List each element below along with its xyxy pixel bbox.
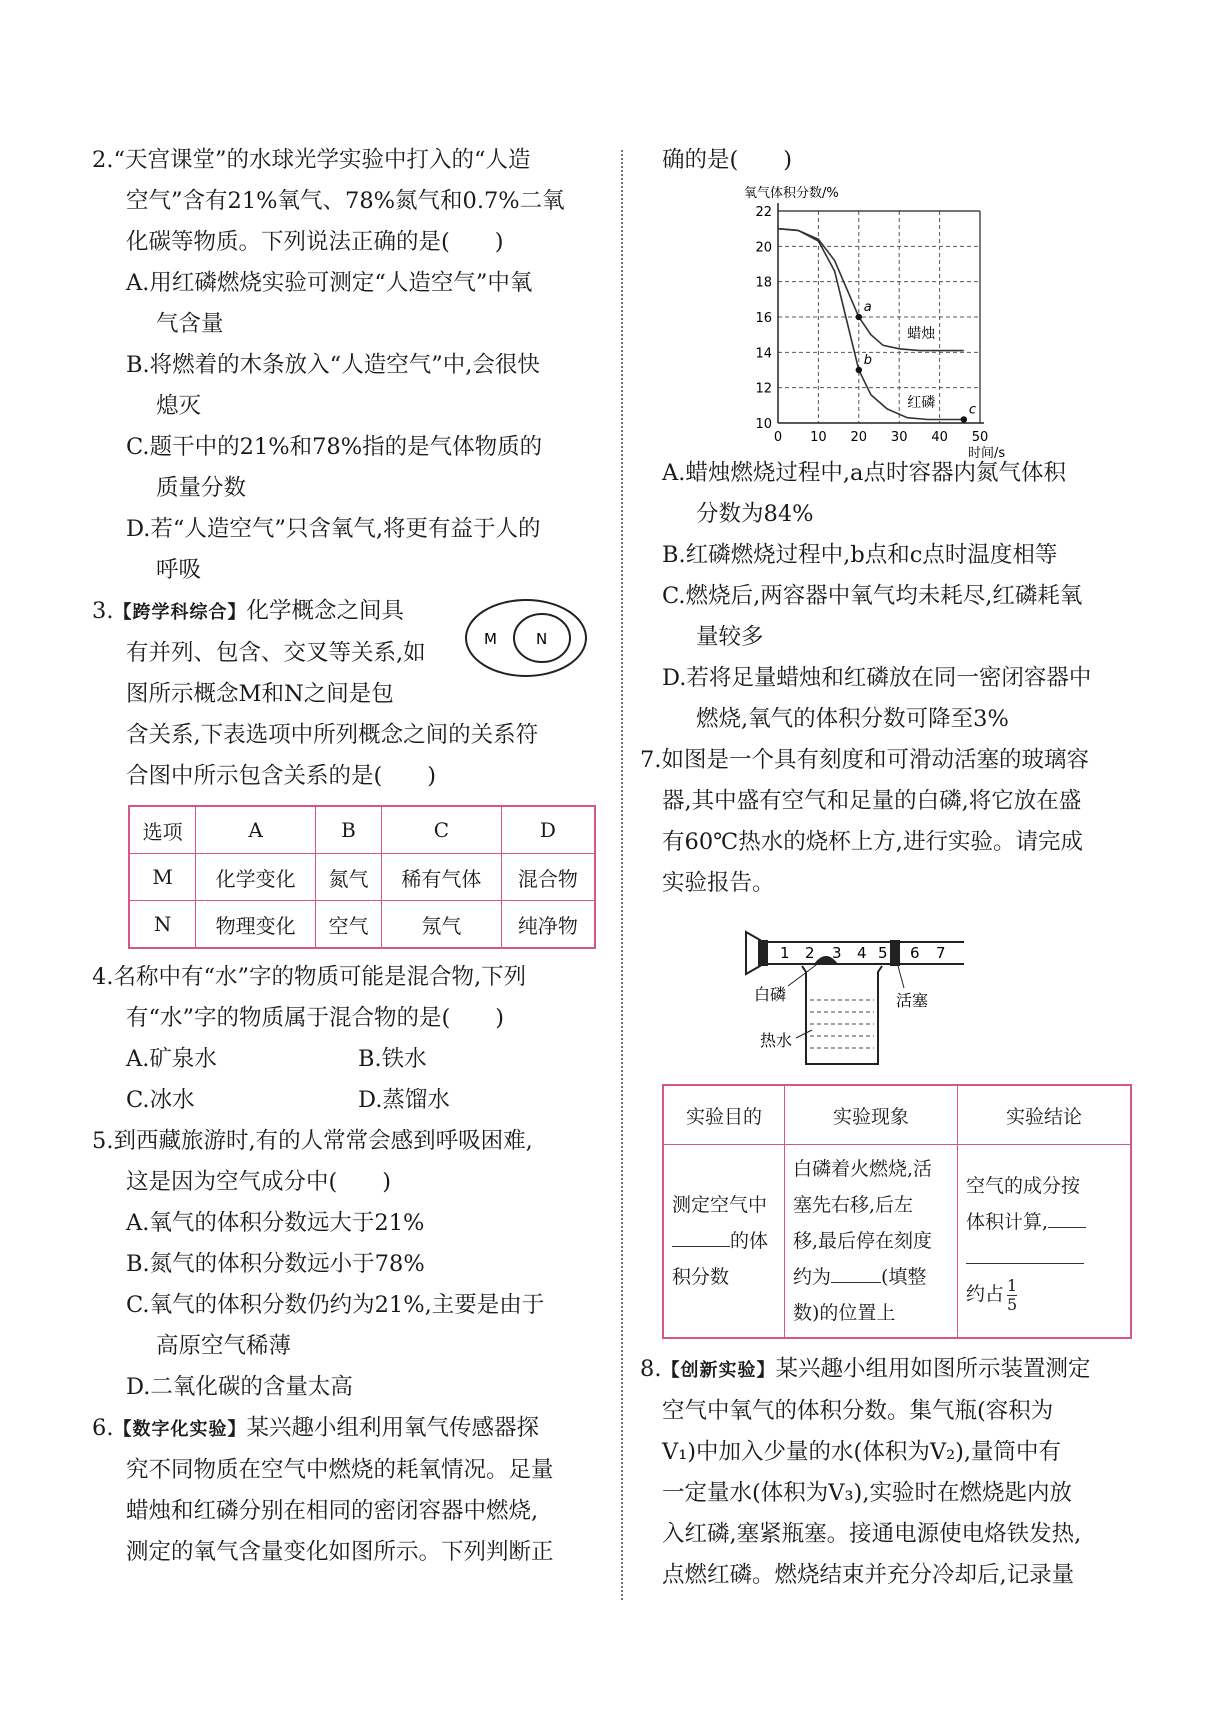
q5-option-b: B.氮气的体积分数远小于78% [126,1251,425,1277]
q3-stem-line: 图所示概念M和N之间是包 [126,681,394,707]
point-label: c [968,402,976,418]
q3-options-table [128,805,596,949]
q8-stem-line: 空气中氧气的体积分数。集气瓶(容积为 [662,1398,1054,1424]
cell-text: 移,最后停在刻度 [793,1230,933,1252]
q2-stem-line: 空气”含有21%氧气、78%氮气和0.7%二氧 [126,188,565,214]
venn-label-n: N [536,630,548,648]
cell-text: 空气的成分按 [966,1175,1081,1198]
q8-number: 8. [640,1356,662,1382]
q4-option-a: A.矿泉水 [126,1046,217,1072]
q6-stem-line: 测定的氧气含量变化如图所示。下列判断正 [126,1539,554,1565]
x-tick-label: 40 [931,430,948,445]
q3-stem-line: 化学概念之间具 [246,598,404,624]
question-2 [92,140,592,591]
q5-option-c: C.氧气的体积分数仍约为21%,主要是由于 [126,1292,545,1318]
q7-stem-line: 有60℃热水的烧杯上方,进行实验。请完成 [662,829,1083,855]
q6-stem-line: 蜡烛和红磷分别在相同的密闭容器中燃烧, [126,1498,539,1524]
table-row [129,806,595,854]
y-tick-label: 22 [755,205,772,220]
x-tick-label: 20 [850,430,868,445]
cell-text: 塞先右移,后左 [793,1194,914,1216]
table-cell: 空气 [316,901,382,949]
q3-stem-line: 有并列、包含、交叉等关系,如 [126,640,426,666]
fraction-one-fifth [1007,1277,1017,1314]
venn-label-m: M [484,630,497,648]
question-7 [640,740,1140,904]
q6-stem-line: 究不同物质在空气中燃烧的耗氧情况。足量 [126,1457,554,1483]
cell-text: (填整 [881,1266,927,1288]
q6-stem-line: 确的是( ) [662,147,793,173]
q8-stem-line: 某兴趣小组用如图所示装置测定 [775,1356,1091,1382]
q8-stem-line: 一定量水(体积为V₃),实验时在燃烧匙内放 [662,1480,1072,1506]
question-6-stem [92,1408,592,1573]
piston [890,940,900,966]
q2-option-a-cont: 气含量 [156,311,224,337]
q6-option-d-cont: 燃烧,氧气的体积分数可降至3% [696,706,1009,732]
scale-label: 3 [832,944,842,962]
table-row [129,901,595,949]
q6-number: 6. [92,1415,114,1441]
q4-stem-line: 有“水”字的物质属于混合物的是( ) [126,1005,505,1031]
y-tick-label: 14 [755,346,772,362]
q7-stem-line: 实验报告。 [662,870,775,896]
table-cell: D [501,806,595,854]
apparatus-diagram [738,926,1038,1078]
q4-option-c: C.冰水 [126,1087,195,1113]
x-tick-label: 50 [971,430,989,445]
x-tick-label: 30 [890,430,908,445]
y-tick-label: 18 [755,275,772,291]
scale-label: 1 [780,944,790,962]
q6-tag: 【数字化实验】 [113,1419,247,1440]
table-cell: 纯净物 [501,901,595,949]
q2-option-a: A.用红磷燃烧实验可测定“人造空气”中氧 [126,270,533,296]
scale-label: 4 [857,944,867,962]
data-point [961,416,967,422]
q3-stem-line: 合图中所示包含关系的是( ) [126,763,437,789]
scale-label: 5 [878,944,888,962]
table-cell: M [129,854,196,901]
cell-text: 积分数 [672,1266,730,1288]
q8-tag: 【创新实验】 [661,1360,776,1381]
series-line [778,229,964,420]
q8-stem-line: V₁)中加入少量的水(体积为V₂),量筒中有 [662,1439,1062,1465]
q2-option-b-cont: 熄灭 [156,393,202,419]
table-row [663,1085,1131,1145]
question-4 [92,957,592,1121]
scale-label: 2 [805,944,815,962]
right-column [640,140,1140,1596]
q2-stem-line: 化碳等物质。下列说法正确的是( ) [126,229,504,255]
q3-stem-line: 含关系,下表选项中所列概念之间的关系符 [126,722,539,748]
q8-stem-line: 入红磷,塞紧瓶塞。接通电源使电烙铁发热, [662,1521,1082,1547]
data-point [856,367,862,373]
q2-option-d: D.若“人造空气”只含氧气,将更有益于人的 [126,516,541,542]
question-8 [640,1349,1140,1596]
q2-stem-line: 2.“天宫课堂”的水球光学实验中打入的“人造 [92,147,531,173]
venn-diagram [462,595,590,681]
table-header-phenomenon: 实验现象 [785,1085,958,1145]
q5-option-a: A.氧气的体积分数远大于21% [126,1210,425,1236]
y-tick-label: 20 [755,240,772,256]
fraction-denominator: 5 [1007,1294,1018,1314]
cell-text: 白磷着火燃烧,活 [793,1158,933,1180]
q5-stem-line: 5.到西藏旅游时,有的人常常会感到呼吸困难, [92,1128,533,1154]
data-point [856,314,862,320]
table-cell: 物理变化 [196,901,316,949]
q2-option-d-cont: 呼吸 [156,557,202,583]
label-white-phosphorus: 白磷 [754,985,787,1004]
q6-option-b: B.红磷燃烧过程中,b点和c点时温度相等 [662,542,1058,568]
q2-option-b: B.将燃着的木条放入“人造空气”中,会很快 [126,352,540,378]
q4-option-d: D.蒸馏水 [358,1087,450,1113]
table-cell: A [196,806,316,854]
table-cell-purpose [663,1145,785,1339]
q6-option-c: C.燃烧后,两容器中氧气均未耗尽,红磷耗氧 [662,583,1083,609]
table-cell: B [316,806,382,854]
table-cell-phenomenon [785,1145,958,1339]
q6-option-a: A.蜡烛燃烧过程中,a点时容器内氮气体积 [662,460,1066,486]
x-tick-label: 0 [773,430,783,445]
table-cell-conclusion [958,1145,1132,1339]
q5-stem-line: 这是因为空气成分中( ) [126,1169,392,1195]
cell-text: 测定空气中 [672,1194,768,1216]
left-column [92,140,592,1573]
answer-blank[interactable] [672,1246,730,1247]
label-hot-water: 热水 [760,1031,793,1050]
table-cell: 稀有气体 [382,854,502,901]
question-3 [92,591,592,949]
point-label: b [863,353,873,368]
cell-text: 数)的位置上 [793,1302,896,1324]
cell-text: 体积计算, [966,1211,1049,1234]
q7-report-table [662,1084,1132,1339]
y-axis-label: 氧气体积分数/% [744,186,839,201]
scale-label: 7 [936,944,946,962]
cell-text: 的体 [730,1230,769,1252]
table-cell: 化学变化 [196,854,316,901]
answer-blank[interactable] [831,1282,881,1283]
series-label: 蜡烛 [907,326,936,343]
cell-text: 约占 [966,1283,1005,1306]
q5-option-c-cont: 高原空气稀薄 [156,1333,292,1359]
table-row [129,854,595,901]
y-tick-label: 10 [755,417,772,432]
table-header-purpose: 实验目的 [663,1085,785,1145]
q3-tag: 【跨学科综合】 [113,602,247,623]
y-tick-label: 16 [755,311,772,326]
fraction-numerator: 1 [1007,1275,1018,1295]
label-piston: 活塞 [896,991,929,1010]
table-cell: 混合物 [501,854,595,901]
table-cell: 氖气 [382,901,502,949]
answer-blank[interactable] [1048,1227,1086,1228]
q4-option-b: B.铁水 [358,1046,427,1072]
x-tick-label: 10 [810,430,827,445]
x-axis-label: 时间/s [968,446,1006,461]
question-6-options [662,453,1140,740]
q6-option-a-cont: 分数为84% [696,501,814,527]
column-divider [621,150,623,1600]
q2-option-c-cont: 质量分数 [156,475,247,501]
table-cell: 氮气 [316,854,382,901]
answer-blank[interactable] [966,1263,1084,1264]
point-label: a [863,300,872,315]
cell-text: 约为 [793,1266,832,1288]
q5-option-d: D.二氧化碳的含量太高 [126,1374,353,1400]
table-row [663,1145,1131,1339]
q3-number: 3. [92,598,114,624]
y-tick-label: 12 [755,381,772,397]
q2-option-c: C.题干中的21%和78%指的是气体物质的 [126,434,543,460]
table-header-conclusion: 实验结论 [958,1085,1132,1145]
series-line [778,229,964,351]
q4-stem-line: 4.名称中有“水”字的物质可能是混合物,下列 [92,964,527,990]
series-label: 红磷 [907,395,936,412]
q8-stem-line: 点燃红磷。燃烧结束并充分冷却后,记录量 [662,1562,1075,1588]
table-cell: N [129,901,196,949]
table-cell: C [382,806,502,854]
question-5 [92,1121,592,1408]
oxygen-chart [738,181,1038,461]
q6-stem-line: 某兴趣小组利用氧气传感器探 [246,1415,539,1441]
q7-stem-line: 器,其中盛有空气和足量的白磷,将它放在盛 [662,788,1082,814]
scale-label: 6 [910,944,920,962]
q7-stem-line: 7.如图是一个具有刻度和可滑动活塞的玻璃容 [640,747,1089,773]
table-cell: 选项 [129,806,196,854]
q6-option-c-cont: 量较多 [696,624,764,650]
q6-option-d: D.若将足量蜡烛和红磷放在同一密闭容器中 [662,665,1092,691]
